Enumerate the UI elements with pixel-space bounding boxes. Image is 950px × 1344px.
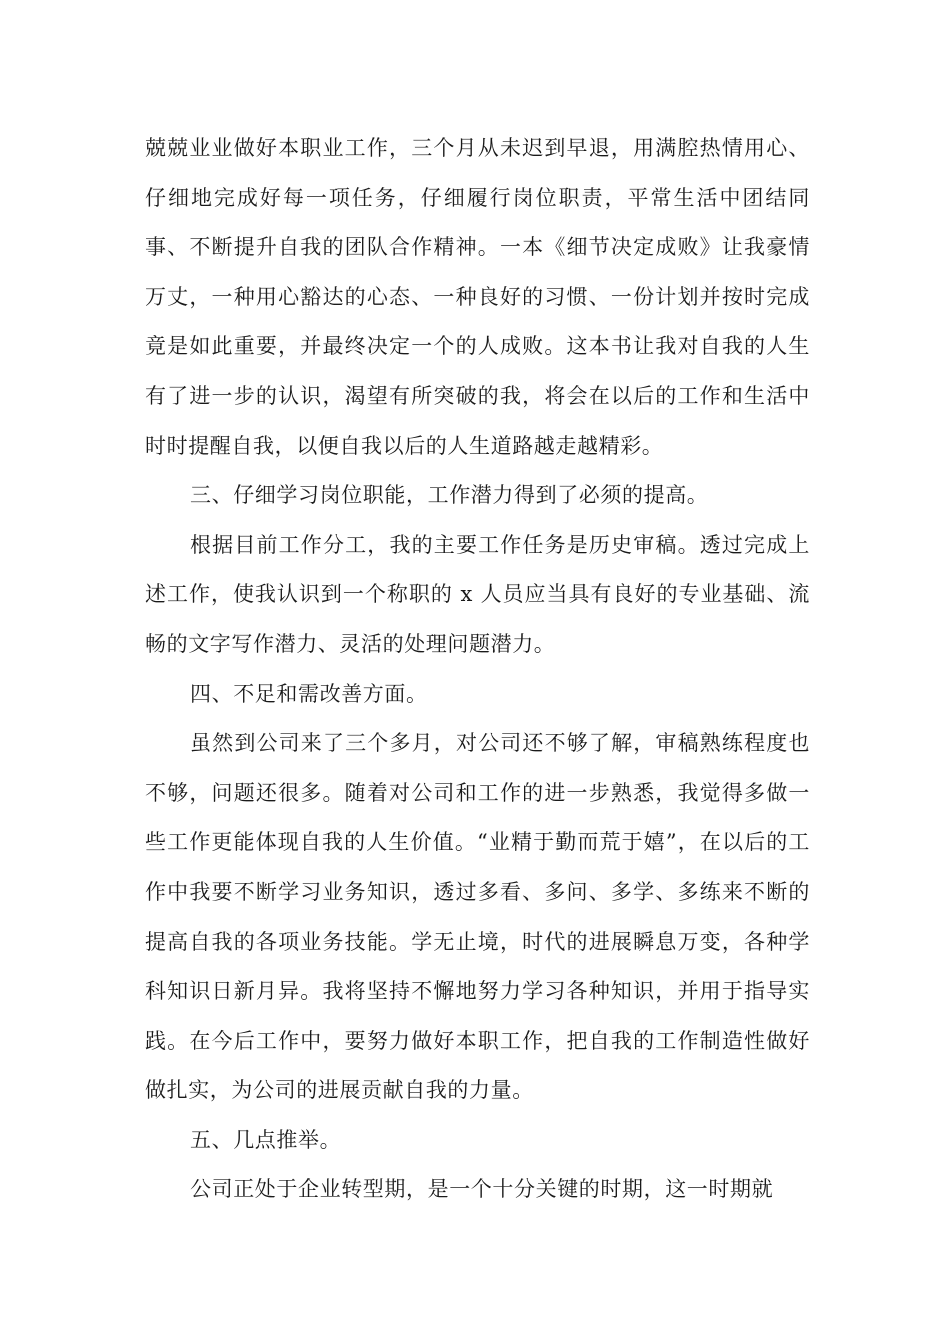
document-body [145,124,810,1215]
section-heading-3: 三、仔细学习岗位职能，工作潜力得到了必须的提高。 [190,483,709,508]
paragraph-shortcomings: 虽然到公司来了三个多月，对公司还不够了解，审稿熟练程度也不够，问题还很多。随着对公司和工作的进一步熟悉，我觉得多做一些工作更能体现自我的人生价值。“业精于勤而荒于嬉”，在以后的工作中我要不断学习业务知识，透过多看、多问、多学、多练来不断的提高自我的各项业务技能。学无止境，时代的进展瞬息万变，各种学科知识日新月异。我将坚持不懈地努力学习各种知识，并用于指导实践。在今后工作中，要努力做好本职工作，把自我的工作制造性做好做扎实，为公司的进展贡献自我的力量。 [145,731,810,1103]
paragraph-work-tasks: 根据目前工作分工，我的主要工作任务是历史审稿。透过完成上述工作，使我认识到一个称职的 x 人员应当具有良好的专业基础、流畅的文字写作潜力、灵活的处理问题潜力。 [145,532,810,656]
section-heading-4: 四、不足和需改善方面。 [190,681,428,706]
paragraph-suggestions: 公司正处于企业转型期，是一个十分关键的时期，这一时期就 [190,1177,774,1202]
section-heading-5: 五、几点推举。 [190,1127,342,1152]
paragraph-continuation: 兢兢业业做好本职业工作，三个月从未迟到早退，用满腔热情用心、仔细地完成好每一项任务，仔细履行岗位职责，平常生活中团结同事、不断提升自我的团队合作精神。一本《细节决定成败》让我豪情万丈，一种用心豁达的心态、一种良好的习惯、一份计划并按时完成竟是如此重要，并最终决定一个的人成败。这本书让我对自我的人生有了进一步的认识，渴望有所突破的我，将会在以后的工作和生活中时时提醒自我，以便自我以后的人生道路越走越精彩。 [145,136,810,458]
